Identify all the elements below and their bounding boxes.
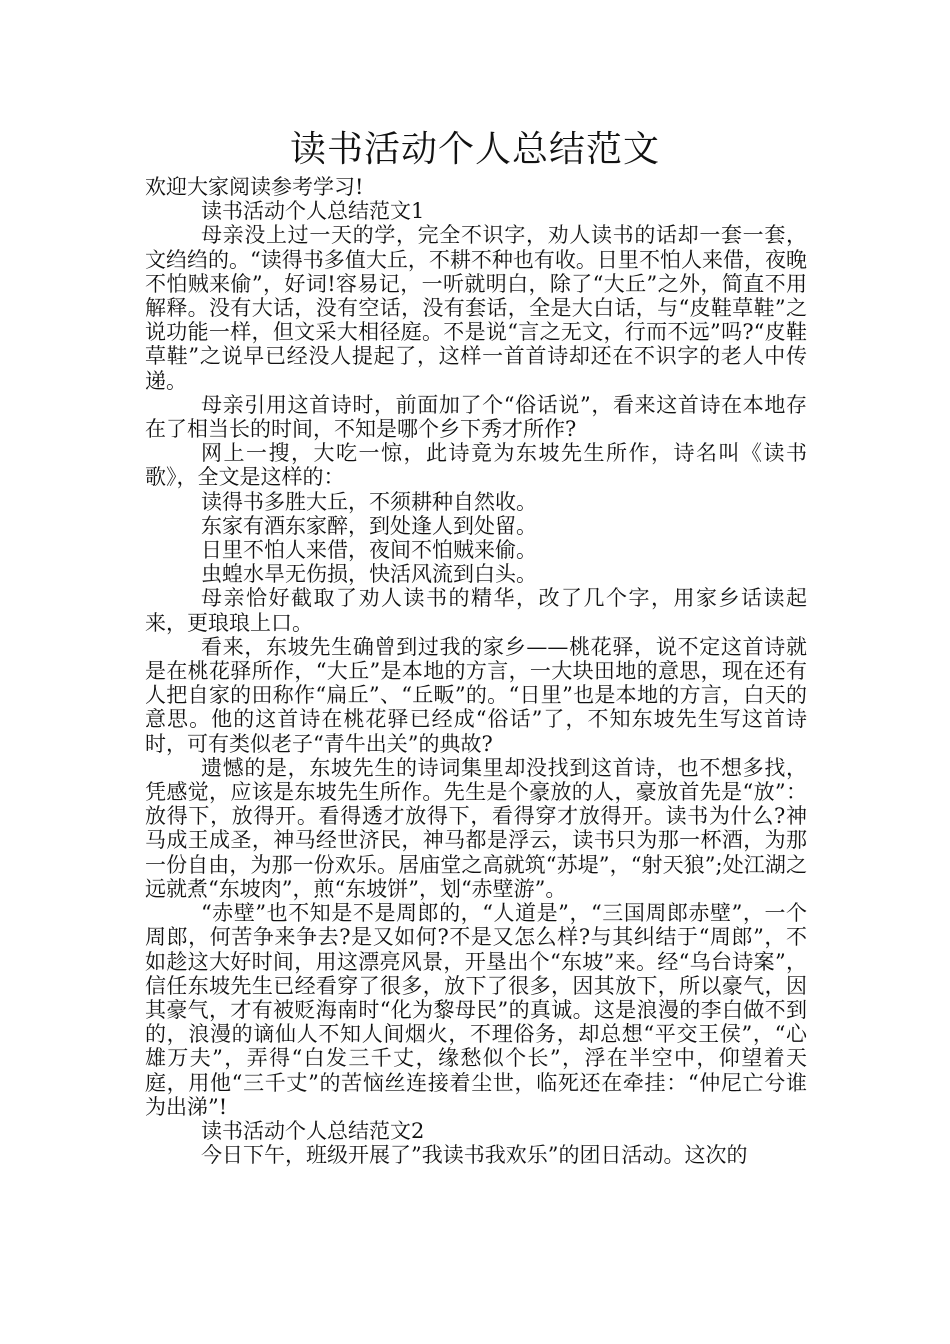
- body-paragraph: 看来，东坡先生确曾到过我的家乡——桃花驿，说不定这首诗就是在桃花驿所作，“大丘”是本地的方言，一大块田地的意思，现在还有人把自家的田称作“扁丘”、“丘畈”的。“日里”也是本地的方言，白天的意思。他的这首诗在桃花驿已经成“俗话”了，不知东坡先生写这首诗时，可有类似老子“青牛出关”的典故?: [145, 634, 807, 756]
- body-paragraph: 遗憾的是，东坡先生的诗词集里却没找到这首诗，也不想多找，凭感觉，应该是东坡先生所作。先生是个豪放的人，豪放首先是“放”：放得下，放得开。看得透才放得下，看得穿才放得开。读书为什么?神马成王成圣，神马经世济民，神马都是浮云，读书只为那一杯酒，为那一份自由，为那一份欢乐。居庙堂之高就筑“苏堤”，“射天狼”;处江湖之远就煮“东坡肉”，煎“东坡饼”，划“赤壁游”。: [145, 755, 807, 901]
- section-heading: 读书活动个人总结范文2: [201, 1118, 425, 1143]
- section-heading: 读书活动个人总结范文1: [201, 199, 425, 224]
- poem-line: 读得书多胜大丘，不须耕种自然收。: [201, 489, 537, 514]
- document-body: [145, 175, 807, 1167]
- page-title: 读书活动个人总结范文: [289, 129, 660, 170]
- poem-line: 日里不怕人来借，夜间不怕贼来偷。: [201, 538, 537, 563]
- body-paragraph: 母亲恰好截取了劝人读书的精华，改了几个字，用家乡话读起来，更琅琅上口。: [145, 586, 807, 635]
- body-paragraph: 今日下午，班级开展了”我读书我欢乐”的团日活动。这次的: [201, 1143, 748, 1168]
- body-paragraph: 网上一搜，大吃一惊，此诗竟为东坡先生所作，诗名叫《读书歌》，全文是这样的：: [145, 441, 807, 490]
- body-paragraph: “赤壁”也不知是不是周郎的，“人道是”，“三国周郎赤壁”，一个周郎，何苦争来争去?是又如何?不是又怎么样?与其纠结于“周郎”，不如趁这大好时间，用这漂亮风景，开垦出个“东坡”来。经“乌台诗案”，信任东坡先生已经看穿了很多，放下了很多，因其放下，所以豪气，因其豪气，才有被贬海南时“化为黎母民”的真诚。这是浪漫的李白做不到的，浪漫的谪仙人不知人间烟火，不理俗务，却总想“平交王侯”，“心雄万夫”，弄得“白发三千丈，缘愁似个长”，浮在半空中，仰望着天庭，用他“三千丈”的苦恼丝连接着尘世，临死还在牵挂：“仲尼亡兮谁为出涕”!: [145, 901, 807, 1119]
- poem-line: 东家有酒东家醉，到处逢人到处留。: [201, 513, 537, 538]
- intro-line: 欢迎大家阅读参考学习!: [145, 175, 364, 199]
- poem-line: 虫蝗水旱无伤损，快活风流到白头。: [201, 562, 537, 587]
- body-paragraph: 母亲引用这首诗时，前面加了个“俗话说”，看来这首诗在本地存在了相当长的时间，不知是哪个乡下秀才所作?: [145, 392, 807, 442]
- body-paragraph: 母亲没上过一天的学，完全不识字，劝人读书的话却一套一套，文绉绉的。“读得书多值大丘，不耕不种也有收。日里不怕人来借，夜晚不怕贼来偷”，好词!容易记，一听就明白，除了“大丘”之外，简直不用解释。没有大话，没有空话，没有套话，全是大白话，与“皮鞋草鞋”之说功能一样，但文采大相径庭。不是说“言之无文，行而不远”吗?“皮鞋草鞋”之说早已经没人提起了，这样一首首诗却还在不识字的老人中传递。: [145, 223, 807, 393]
